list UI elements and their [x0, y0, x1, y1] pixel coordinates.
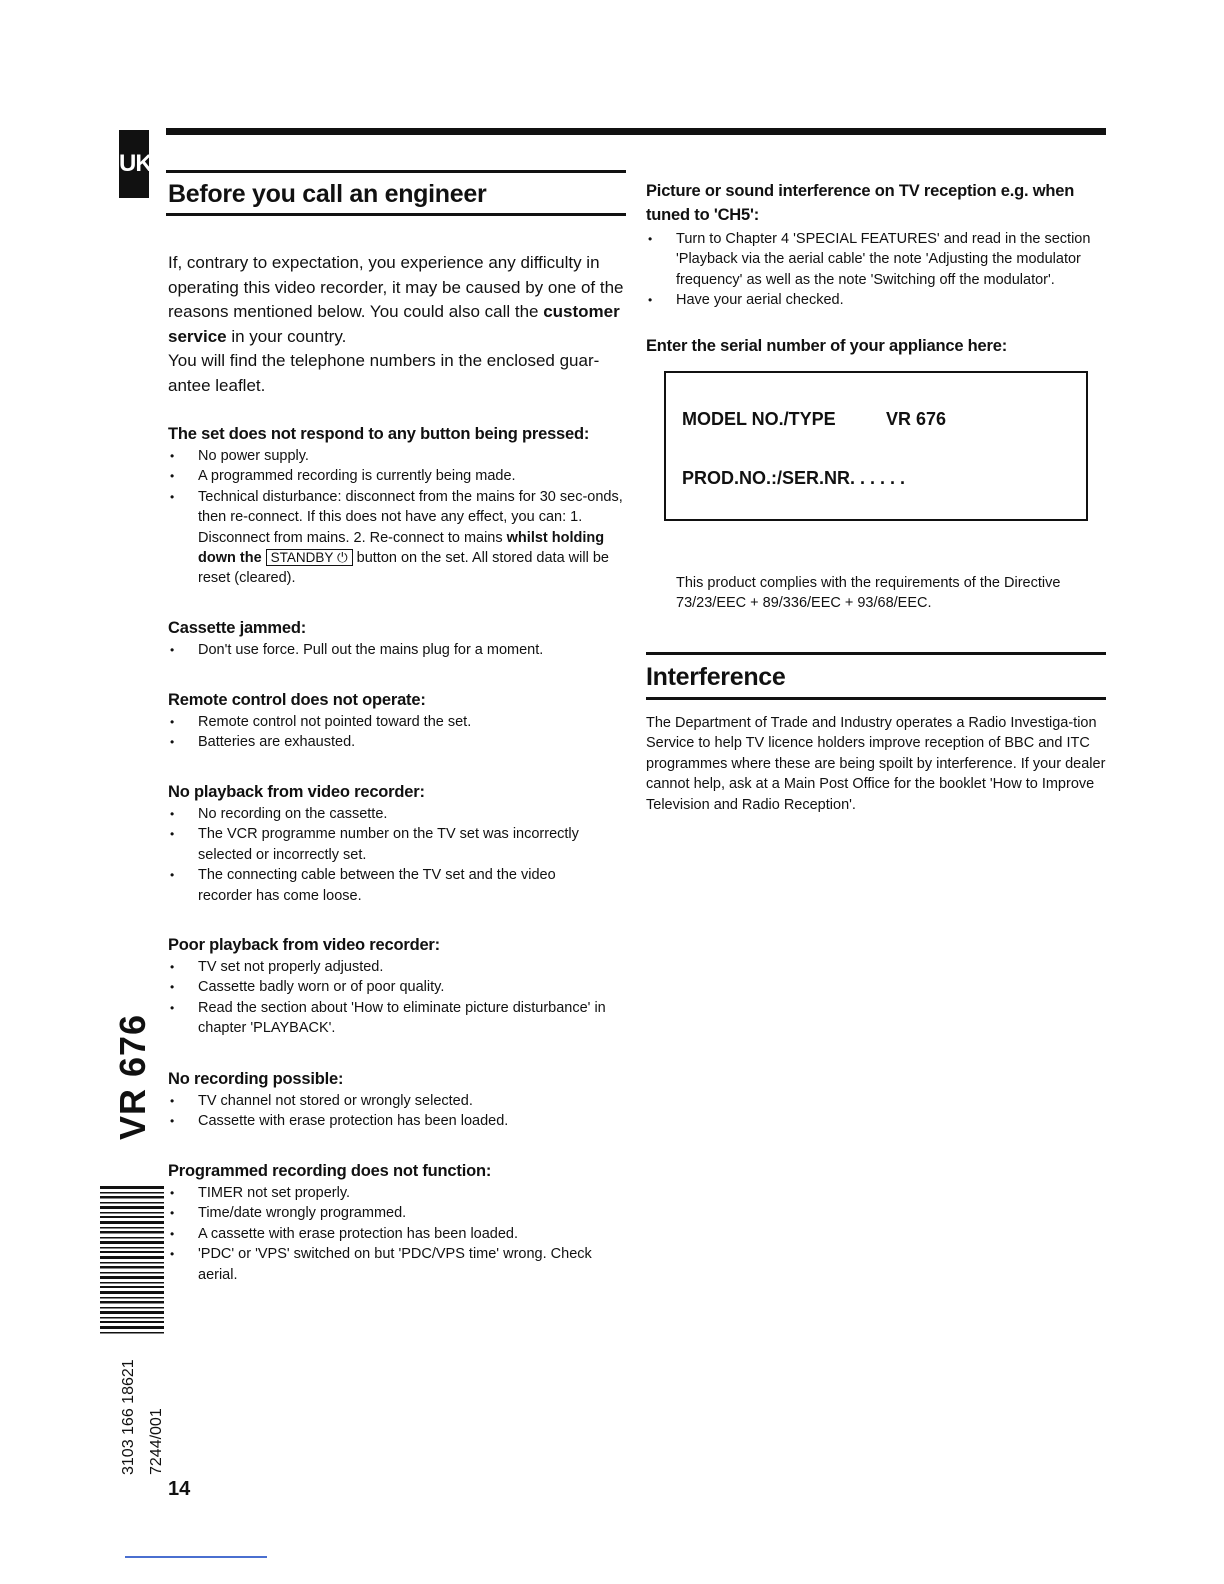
section-heading: The set does not respond to any button being pressed: — [168, 425, 590, 443]
trouble-no-recording — [168, 1070, 638, 1132]
intro-text: If, contrary to expectation, you experience any difficulty in operating this video recorder, it may be caused by one of the reasons mentioned below. You could also call the customer service in your country. You will find the telephone numbers in the enclosed guar-antee leaflet. — [168, 253, 624, 395]
list-item: • TV set not properly adjusted. — [168, 957, 623, 977]
title-rule-top — [166, 170, 626, 173]
trouble-no-response — [168, 425, 638, 589]
standby-key: STANDBY ⏻ — [266, 549, 353, 566]
interference-rule-top — [646, 652, 1106, 655]
list-item: • No recording on the cassette. — [168, 804, 608, 824]
list-item: • A programmed recording is currently being made. — [168, 466, 638, 486]
part-number: 3103 166 18621 — [120, 1359, 137, 1475]
top-rule — [166, 128, 1106, 135]
revision-number: 7244/001 — [148, 1408, 165, 1475]
list-item: • Don't use force. Pull out the mains plug for a moment. — [168, 640, 638, 660]
model-value: VR 676 — [886, 409, 947, 429]
list-item: • Technical disturbance: disconnect from the mains for 30 sec-onds, then re-connect. If this does not have any effect, you can: 1. Disconnect from mains. 2. Re-connect to mains whilst holding down the STANDBY ⏻ button on the set. All stored data will be reset (cleared). — [168, 487, 638, 589]
section-heading: Remote control does not operate: — [168, 691, 426, 709]
section-heading: Cassette jammed: — [168, 619, 307, 637]
list-item: • Batteries are exhausted. — [168, 732, 638, 752]
list-item: • The VCR programme number on the TV set was incorrectly selected or incorrectly set. — [168, 824, 608, 865]
list-item: • Cassette with erase protection has been loaded. — [168, 1111, 638, 1131]
side-model-label: VR 676 — [112, 1013, 153, 1140]
list-item: • The connecting cable between the TV set and the video recorder has come loose. — [168, 865, 608, 906]
trouble-programmed-recording — [168, 1162, 623, 1285]
list-item: • 'PDC' or 'VPS' switched on but 'PDC/VPS time' wrong. Check aerial. — [168, 1244, 623, 1285]
serial-number-box — [664, 371, 1088, 521]
trouble-cassette-jammed — [168, 619, 638, 660]
list-item: • Have your aerial checked. — [646, 290, 1106, 310]
section-heading: No playback from video recorder: — [168, 783, 425, 801]
model-label: MODEL NO./TYPE — [682, 409, 836, 429]
section-heading: No recording possible: — [168, 1070, 344, 1088]
list-item: • Turn to Chapter 4 'SPECIAL FEATURES' and read in the section 'Playback via the aerial cable' the note 'Adjusting the modulator frequency' as well as the note 'Switching off the modulator'. — [646, 229, 1106, 290]
trouble-interference — [646, 179, 1106, 311]
trouble-remote — [168, 691, 638, 753]
section-heading: Poor playback from video recorder: — [168, 936, 440, 954]
title-rule-bottom — [166, 213, 626, 216]
footer-line — [125, 1556, 267, 1558]
compliance-note: This product complies with the requirements of the Directive 73/23/EEC + 89/336/EEC + 93/68/EEC. — [676, 575, 1061, 612]
barcode-icon — [98, 1180, 166, 1340]
list-item: • Time/date wrongly programmed. — [168, 1203, 623, 1223]
interference-text: The Department of Trade and Industry operates a Radio Investiga-tion Service to help TV licence holders improve reception of BBC and ITC programmes where these are being spoilt by interference. If your dealer cannot help, ask at a Main Post Office for the booklet 'How to Improve Television and Radio Reception'. — [646, 715, 1106, 813]
language-tab: UK — [119, 130, 149, 198]
section-heading: Programmed recording does not function: — [168, 1162, 492, 1180]
list-item: • Cassette badly worn or of poor quality. — [168, 977, 623, 997]
serial-heading: Enter the serial number of your appliance here: — [646, 337, 1008, 355]
page-number: 14 — [168, 1478, 191, 1500]
list-item: • A cassette with erase protection has been loaded. — [168, 1224, 623, 1244]
interference-title: Interference — [646, 663, 786, 691]
trouble-poor-playback — [168, 936, 623, 1039]
interference-rule-bottom — [646, 697, 1106, 700]
prod-label: PROD.NO.:/SER.NR. . . . . . — [682, 468, 906, 488]
trouble-no-playback — [168, 783, 608, 906]
list-item: • TIMER not set properly. — [168, 1183, 623, 1203]
list-item: • Read the section about 'How to eliminate picture disturbance' in chapter 'PLAYBACK'. — [168, 998, 623, 1039]
section-heading: Picture or sound interference on TV reception e.g. when tuned to 'CH5': — [646, 182, 1075, 224]
list-item: • TV channel not stored or wrongly selected. — [168, 1091, 638, 1111]
list-item: • No power supply. — [168, 446, 638, 466]
section-title: Before you call an engineer — [168, 180, 487, 208]
list-item: • Remote control not pointed toward the set. — [168, 712, 638, 732]
